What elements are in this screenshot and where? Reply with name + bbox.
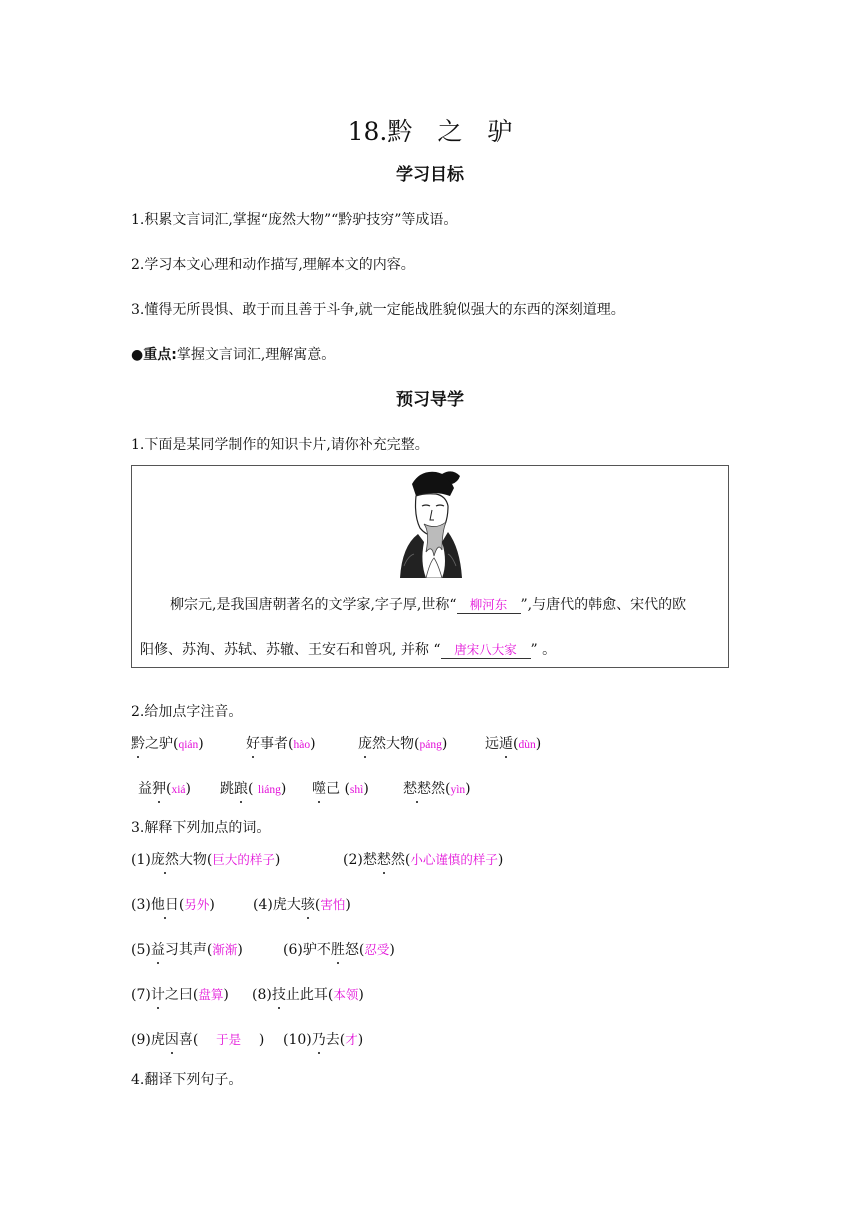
answer-blank	[457, 597, 521, 614]
explain-answer: 于是	[216, 1032, 242, 1047]
explain-item: (9)虎因喜( 于是 )	[131, 1029, 264, 1049]
card-text: ”,与唐代的韩愈、宋代的欧	[520, 597, 687, 613]
pinyin-item: 庞然大物(páng)	[358, 733, 447, 753]
goal-item: 2.学习本文心理和动作描写,理解本文的内容。	[131, 257, 415, 273]
explain-answer: 害怕	[320, 897, 346, 912]
key-point	[131, 344, 335, 364]
pinyin-item: 黔之驴(qián)	[131, 733, 204, 753]
liu-zongyuan-portrait	[390, 466, 472, 578]
explain-answer: 才	[345, 1032, 358, 1047]
card-line-1	[170, 594, 686, 614]
pinyin-answer: shì	[349, 784, 364, 796]
goal-item: 1.积累文言词汇,掌握“庞然大物”“黔驴技穷”等成语。	[131, 212, 458, 228]
question-1: 1.下面是某同学制作的知识卡片,请你补充完整。	[131, 437, 429, 453]
pinyin-item: 益狎(xiá)	[138, 778, 191, 798]
pinyin-answer: xiá	[171, 784, 186, 796]
pinyin-answer: yìn	[450, 784, 466, 796]
pinyin-answer: hào	[293, 739, 311, 751]
explain-item: (4)虎大骇(害怕)	[253, 894, 351, 914]
explain-item: (3)他日(另外)	[131, 894, 215, 914]
card-text: ” 。	[530, 642, 557, 658]
explain-item: (6)驴不胜怒(忍受)	[283, 939, 395, 959]
section-heading-preview: 预习导学	[396, 390, 464, 410]
answer-text: 柳河东	[469, 597, 508, 612]
card-text: 柳宗元,是我国唐朝著名的文学家,字子厚,世称“	[170, 597, 457, 613]
explain-answer: 巨大的样子	[212, 852, 275, 867]
question-2: 2.给加点字注音。	[131, 704, 243, 720]
pinyin-answer: dùn	[518, 739, 536, 751]
explain-answer: 渐渐	[212, 942, 238, 957]
answer-blank	[441, 642, 531, 659]
explain-answer: 本领	[333, 987, 359, 1002]
explain-item: (2)慭慭然(小心谨慎的样子)	[343, 849, 503, 869]
page-title: 18.黔 之 驴	[347, 117, 513, 146]
explain-item: (5)益习其声(渐渐)	[131, 939, 243, 959]
pinyin-item: 噬己 (shì)	[312, 778, 369, 798]
explain-answer: 小心谨慎的样子	[410, 852, 498, 867]
key-point-text: 掌握文言词汇,理解寓意。	[176, 347, 336, 363]
question-4: 4.翻译下列句子。	[131, 1072, 243, 1088]
pinyin-item: 慭慭然(yìn)	[403, 778, 471, 798]
pinyin-item: 好事者(hào)	[246, 733, 316, 753]
knowledge-card	[131, 465, 729, 668]
pinyin-answer: qián	[178, 739, 199, 751]
explain-item: (1)庞然大物(巨大的样子)	[131, 849, 280, 869]
explain-answer: 盘算	[198, 987, 224, 1002]
key-point-label: ●重点:	[131, 347, 177, 363]
answer-text: 唐宋八大家	[454, 642, 517, 657]
pinyin-item: 跳踉( liáng)	[220, 778, 286, 798]
question-3: 3.解释下列加点的词。	[131, 820, 271, 836]
section-heading-goals: 学习目标	[396, 165, 464, 185]
explain-item: (8)技止此耳(本领)	[252, 984, 364, 1004]
explain-answer: 忍受	[364, 942, 390, 957]
card-line-2	[140, 639, 556, 659]
pinyin-item: 远遁(dùn)	[485, 733, 541, 753]
goal-item: 3.懂得无所畏惧、敢于而且善于斗争,就一定能战胜貌似强大的东西的深刻道理。	[131, 302, 625, 318]
pinyin-answer: páng	[419, 739, 442, 751]
explain-item: (7)计之曰(盘算)	[131, 984, 229, 1004]
explain-answer: 另外	[184, 897, 210, 912]
card-text: 阳修、苏洵、苏轼、苏辙、王安石和曾巩, 并称 “	[140, 642, 441, 658]
explain-item: (10)乃去(才)	[283, 1029, 363, 1049]
pinyin-answer: liáng	[257, 784, 281, 796]
